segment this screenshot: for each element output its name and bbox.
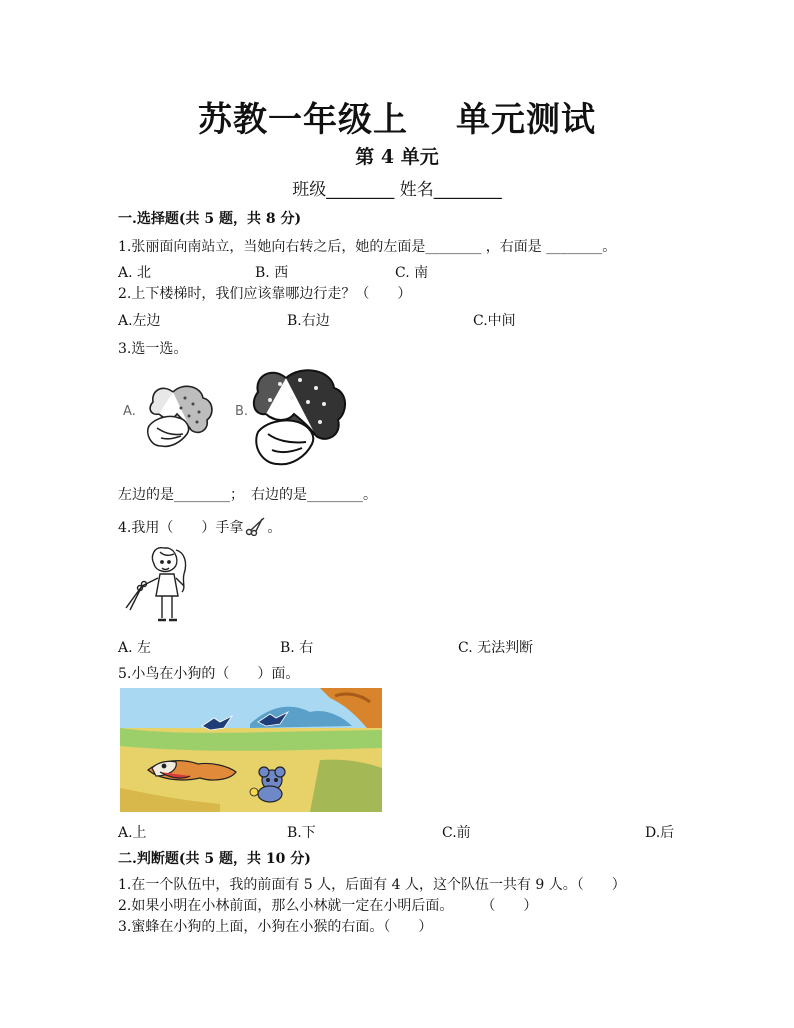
- unit-subtitle: 第 4 单元: [355, 146, 439, 168]
- field-scene-image: [120, 688, 382, 812]
- title-right: 单元测试: [456, 100, 596, 140]
- q4-text-main: 4.我用（ ）手拿: [118, 520, 244, 536]
- tf-q3-text: 3.蜜蜂在小狗的上面，小狗在小猴的右面。（ ）: [118, 919, 433, 935]
- scissors-icon: [245, 516, 267, 536]
- q1-option-a: A. 北: [118, 265, 152, 281]
- q4-option-a: A. 左: [118, 640, 152, 656]
- q2-option-b: B.右边: [287, 313, 330, 329]
- q5-option-a: A.上: [118, 825, 147, 841]
- q3-text: 3.选一选。: [118, 341, 188, 357]
- q1-text: 1.张丽面向南站立，当她向右转之后，她的左面是________ ，右面是 ________。: [118, 239, 617, 255]
- tf-q2-text: 2.如果小明在小林前面，那么小林就一定在小明后面。 （ ）: [118, 898, 538, 914]
- cabbage-large-image: [250, 364, 350, 470]
- q1-option-b: B. 西: [255, 265, 289, 281]
- student-info-line: 班级________ 姓名________: [292, 180, 502, 200]
- q5-option-b: B.下: [287, 825, 316, 841]
- q5-option-c: C.前: [442, 825, 471, 841]
- q5-option-d: D.后: [645, 825, 675, 841]
- section2-heading: 二.判断题(共 5 题，共 10 分): [118, 851, 311, 867]
- q1-option-c: C. 南: [395, 265, 429, 281]
- q4-option-b: B. 右: [280, 640, 314, 656]
- cabbage-small-image: [143, 380, 218, 452]
- tf-q1-text: 1.在一个队伍中，我的前面有 5 人，后面有 4 人，这个队伍一共有 9 人。（ ）: [118, 877, 626, 893]
- girl-holding-scissors-image: [124, 544, 204, 628]
- q4-text: [118, 516, 281, 537]
- page-title: [0, 92, 794, 141]
- q2-text: 2.上下楼梯时，我们应该靠哪边行走？（ ）: [118, 286, 412, 302]
- q3-label-b: B.: [235, 404, 249, 419]
- title-left: 苏教一年级上: [198, 100, 408, 140]
- q5-text: 5.小鸟在小狗的（ ）面。: [118, 666, 300, 682]
- q4-option-c: C. 无法判断: [458, 640, 534, 656]
- q4-text-end: 。: [267, 520, 282, 536]
- q2-option-c: C.中间: [473, 313, 516, 329]
- q3-answer-line: 左边的是________； 右边的是________。: [118, 487, 377, 503]
- q3-label-a: A.: [123, 404, 136, 419]
- section1-heading: 一.选择题(共 5 题，共 8 分): [118, 211, 302, 227]
- q2-option-a: A.左边: [118, 313, 161, 329]
